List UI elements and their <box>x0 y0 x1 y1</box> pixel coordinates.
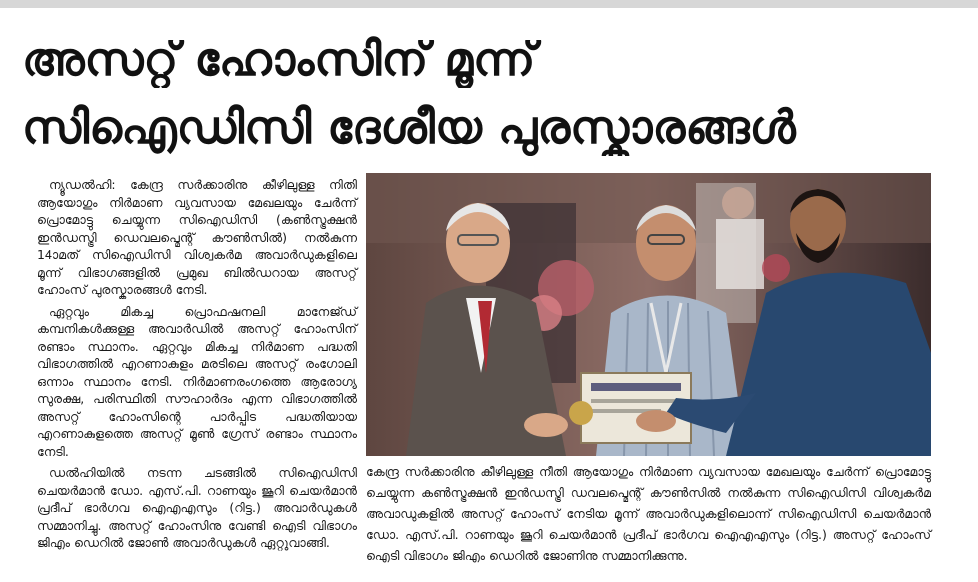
headline-line-1: അസറ്റ് ഹോംസിന് മൂന്ന് <box>22 32 536 86</box>
award-ceremony-photo <box>366 173 931 456</box>
headline-line-2: സിഐഡിസി ദേശീയ പുരസ്കാരങ്ങൾ <box>22 100 796 154</box>
page-top-bar <box>0 0 978 8</box>
article-body <box>37 176 357 576</box>
article-paragraph-1: ന്യൂഡൽഹി: കേന്ദ്ര സർക്കാരിനു കീഴിലുള്ള നിതി ആയോഗും നിർമാണ വ്യവസായ മേഖലയും ചേർന്ന് പ്രൊമോട്ടു ചെയ്യുന്ന സിഐഡിസി (കൺസ്ട്രക്ഷൻ ഇൻഡസ്ട്രി ഡെവലപ്മെന്റ് കൗൺസിൽ) നൽകുന്ന 14ാമത് സിഐഡിസി വിശ്വകർമ അവാർഡുകളിലെ മൂന്ന് വിഭാഗങ്ങളിൽ പ്രമുഖ ബിൽഡറായ അസറ്റ് ഹോംസ് പുരസ്കാരങ്ങൾ നേടി. <box>37 177 357 297</box>
article-paragraph-3: ഡൽഹിയിൽ നടന്ന ചടങ്ങിൽ സിഐഡിസി ചെയർമാൻ ഡോ. എസ്.പി. റാണയും ജൂറി ചെയർമാൻ പ്രദീപ് ഭാർഗവ ഐഎഎസും (റിട്ട.) അവാർഡുകൾ സമ്മാനിച്ചു. അസറ്റ് ഹോംസിനു വേണ്ടി ഐടി വിഭാഗം ജിഎം ഡെറിൽ ജോൺ അവാർഡുകൾ ഏറ്റുവാങ്ങി. <box>37 465 357 550</box>
article-paragraph-2: ഏറ്റവും മികച്ച പ്രൊഫഷനലി മാനേജ്ഡ് കമ്പനികൾക്കുള്ള അവാർഡിൽ അസറ്റ് ഹോംസിന് രണ്ടാം സ്ഥാനം. ഏറ്റവും മികച്ച നിർമാണ പദ്ധതി വിഭാഗത്തിൽ എറണാകുളം മരടിലെ അസറ്റ് രംഗോലി ഒന്നാം സ്ഥാനം നേടി. നിർമാണരംഗത്തെ ആരോഗ്യ സുരക്ഷ, പരിസ്ഥിതി സൗഹാർദം എന്ന വിഭാഗത്തിൽ അസറ്റ് ഹോംസിന്റെ പാർപ്പിട പദ്ധതിയായ എറണാകുളത്തെ അസറ്റ് മൂൺ ഗ്രേസ് രണ്ടാം സ്ഥാനം നേടി. <box>37 303 357 459</box>
award-photo-illustration <box>366 173 931 456</box>
photo-caption: കേന്ദ്ര സർക്കാരിനു കീഴിലുള്ള നീതി ആയോഗും നിർമാണ വ്യവസായ മേഖലയും ചേർന്ന് പ്രൊമോട്ടു ചെയ്യുന്ന കൺസ്ട്രക്ഷൻ ഇൻഡസ്ട്രി ഡവലപ്മെന്റ് കൗൺസിൽ നൽകുന്ന സിഐഡിസി വിശ്വകർമ അവാഡുകളിൽ അസറ്റ് ഹോംസ് നേടിയ മൂന്ന് അവാർഡുകളിലൊന്ന് സിഐഡിസി ചെയർമാൻ ഡോ. എസ്.പി. റാണയും ജൂറി ചെയർമാൻ പ്രദീപ് ഭാർഗവ ഐഎഎസും (റിട്ട.) അസറ്റ് ഹോംസ് ഐടി വിഭാഗം ജിഎം ഡെറിൽ ജോണിനു സമ്മാനിക്കുന്നു. <box>366 464 931 563</box>
